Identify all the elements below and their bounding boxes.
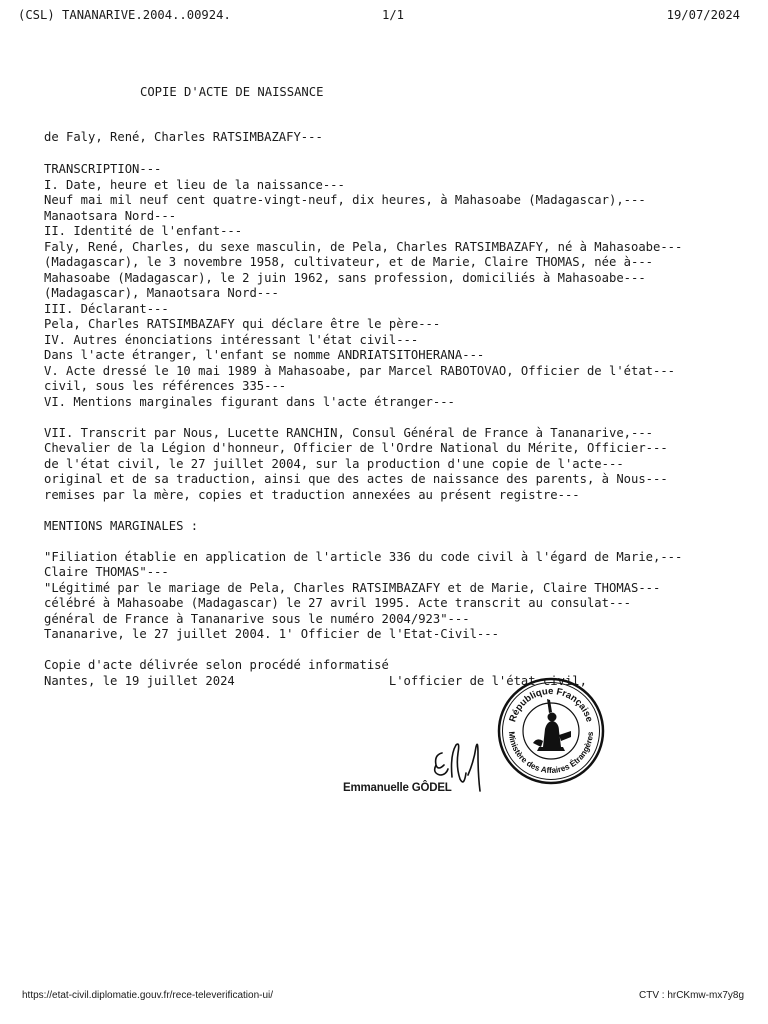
- document-title: COPIE D'ACTE DE NAISSANCE: [140, 85, 324, 99]
- document-line: (Madagascar), le 3 novembre 1958, cultivateur, et de Marie, Claire THOMAS, née à---: [44, 255, 654, 269]
- document-line: général de France à Tananarive sous le numéro 2004/923"---: [44, 611, 470, 626]
- document-line: Pela, Charles RATSIMBAZAFY qui déclare être le père---: [44, 317, 441, 331]
- document-reference: (CSL) TANANARIVE.2004..00924.: [18, 8, 231, 22]
- blank-line: [44, 410, 682, 426]
- page-number: 1/1: [382, 8, 405, 22]
- signatory-name: Emmanuelle GÔDEL: [343, 782, 452, 794]
- document-line: Nantes, le 19 juillet 2024 L'officier de l'état civil,: [44, 673, 587, 688]
- verification-code: CTV : hrCKmw-mx7y8g: [638, 990, 744, 1001]
- document-line: Chevalier de la Légion d'honneur, Officier de l'Ordre National du Mérite, Officier---: [44, 441, 668, 455]
- document-line: remises par la mère, copies et traduction annexées au présent registre---: [44, 487, 580, 502]
- print-date: 19/07/2024: [666, 8, 740, 22]
- document-line: Claire THOMAS"---: [44, 565, 169, 579]
- document-line: de l'état civil, le 27 juillet 2004, sur la production d'une copie de l'acte---: [44, 456, 624, 471]
- document-line: Tananarive, le 27 juillet 2004. 1' Officier de l'Etat-Civil---: [44, 627, 499, 641]
- document-line: III. Déclarant---: [44, 301, 169, 316]
- document-line: civil, sous les références 335---: [44, 379, 287, 393]
- document-body: [44, 162, 682, 689]
- stamp-text-top: République Française: [507, 685, 595, 724]
- document-line: "Filiation établie en application de l'article 336 du code civil à l'égard de Marie,---: [44, 549, 683, 564]
- blank-line: [44, 534, 682, 550]
- document-line: Manaotsara Nord---: [44, 208, 177, 223]
- document-line: (Madagascar), Manaotsara Nord---: [44, 286, 279, 300]
- page-header: [18, 8, 740, 24]
- document-line: Copie d'acte délivrée selon procédé informatisé: [44, 658, 389, 672]
- stamp-text-bottom: Ministère des Affaires Étrangères: [506, 731, 596, 776]
- document-line: VI. Mentions marginales figurant dans l'acte étranger---: [44, 394, 455, 409]
- document-line: VII. Transcrit par Nous, Lucette RANCHIN, Consul Général de France à Tananarive,---: [44, 425, 654, 440]
- document-line: IV. Autres énonciations intéressant l'état civil---: [44, 332, 419, 347]
- document-line: MENTIONS MARGINALES :: [44, 518, 199, 533]
- document-line: II. Identité de l'enfant---: [44, 224, 243, 238]
- document-line: Neuf mai mil neuf cent quatre-vingt-neuf, dix heures, à Mahasoabe (Madagascar),---: [44, 193, 646, 207]
- document-line: Faly, René, Charles, du sexe masculin, de Pela, Charles RATSIMBAZAFY, né à Mahasoabe---: [44, 239, 683, 254]
- document-line: I. Date, heure et lieu de la naissance---: [44, 177, 345, 192]
- document-line: V. Acte dressé le 10 mai 1989 à Mahasoabe, par Marcel RABOTOVAO, Officier de l'état---: [44, 363, 676, 378]
- document-line: "Légitimé par le mariage de Pela, Charles RATSIMBAZAFY et de Marie, Claire THOMAS---: [44, 580, 661, 595]
- blank-line: [44, 643, 682, 659]
- document-subject: de Faly, René, Charles RATSIMBAZAFY---: [44, 130, 323, 144]
- document-line: TRANSCRIPTION---: [44, 162, 162, 176]
- official-seal-stamp: [497, 677, 605, 785]
- document-line: Dans l'acte étranger, l'enfant se nomme ANDRIATSITOHERANA---: [44, 348, 485, 362]
- verification-url: https://etat-civil.diplomatie.gouv.fr/rece-televerification-ui/: [22, 990, 274, 1001]
- document-line: Mahasoabe (Madagascar), le 2 juin 1962, sans profession, domiciliés à Mahasoabe---: [44, 270, 646, 285]
- document-line: original et de sa traduction, ainsi que des actes de naissance des parents, à Nous---: [44, 472, 668, 486]
- document-line: célébré à Mahasoabe (Madagascar) le 27 avril 1995. Acte transcrit au consulat---: [44, 596, 631, 610]
- blank-line: [44, 503, 682, 519]
